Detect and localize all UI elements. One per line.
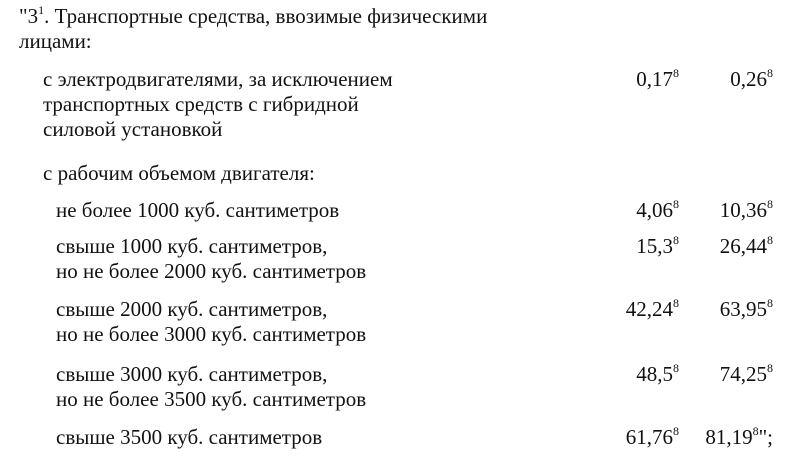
row-label-line: с рабочим объемом двигателя:: [43, 161, 315, 185]
footnote-mark: 8: [673, 197, 679, 211]
row-label: [56, 425, 322, 450]
row-label: [43, 161, 315, 186]
footnote-mark: 8: [673, 361, 679, 375]
row-label-line: но не более 2000 куб. сантиметров: [56, 259, 367, 283]
rate-value-2: 26,44$^8$: [719, 233, 773, 258]
rate-value-1: 48,5$^8$: [636, 361, 679, 386]
rate-value-2: 0,26$^8$: [730, 66, 773, 91]
footnote-mark: 8: [752, 424, 759, 438]
row-label-line: свыше 2000 куб. сантиметров,: [56, 297, 328, 321]
rate-value-1: 15,3$^8$: [636, 233, 679, 258]
footnote-mark: 8: [767, 233, 773, 247]
rate-value-2: 81,19$^8$";: [705, 424, 773, 449]
heading-line-1: [19, 4, 579, 29]
heading-prefix: "3: [19, 4, 39, 28]
row-label: [56, 234, 366, 284]
rate-value-1: 42,24$^8$: [625, 296, 679, 321]
rate-value-1: 61,76$^8$: [625, 424, 679, 449]
row-label-line: но не более 3500 куб. сантиметров: [56, 387, 367, 411]
row-label-line: с электродвигателями, за исключением: [43, 67, 393, 91]
row-label-line: свыше 1000 куб. сантиметров,: [56, 234, 328, 258]
rate-value-2: 10,36$^8$: [719, 197, 773, 222]
row-label: [56, 297, 366, 347]
row-label-line: свыше 3000 куб. сантиметров,: [56, 362, 328, 386]
row-label-line: свыше 3500 куб. сантиметров: [56, 425, 323, 449]
heading-line-2: лицами:: [19, 29, 92, 53]
rate-value-2: 74,25$^8$: [719, 361, 773, 386]
row-label: [56, 198, 339, 223]
footnote-mark: 8: [673, 296, 679, 310]
row-label-line: транспортных средств с гибридной: [43, 92, 359, 116]
rate-value-2: 63,95$^8$: [719, 296, 773, 321]
row-label: [43, 67, 393, 142]
section-heading: [19, 4, 579, 54]
row-label-line: не более 1000 куб. сантиметров: [56, 198, 340, 222]
footnote-mark: 8: [767, 361, 773, 375]
footnote-mark: 8: [673, 233, 679, 247]
closing-quote: ";: [758, 425, 773, 449]
footnote-mark: 8: [673, 66, 679, 80]
footnote-mark: 8: [767, 296, 773, 310]
footnote-mark: 8: [767, 197, 773, 211]
heading-superscript: 1: [38, 3, 45, 17]
row-label: [56, 362, 366, 412]
footnote-mark: 8: [673, 424, 679, 438]
rate-value-1: 4,06$^8$: [636, 197, 679, 222]
row-label-line: но не более 3000 куб. сантиметров: [56, 322, 367, 346]
footnote-mark: 8: [767, 66, 773, 80]
rate-value-1: 0,17$^8$: [636, 66, 679, 91]
heading-text: . Транспортные средства, ввозимые физическими: [44, 4, 488, 28]
row-label-line: силовой установкой: [43, 117, 223, 141]
